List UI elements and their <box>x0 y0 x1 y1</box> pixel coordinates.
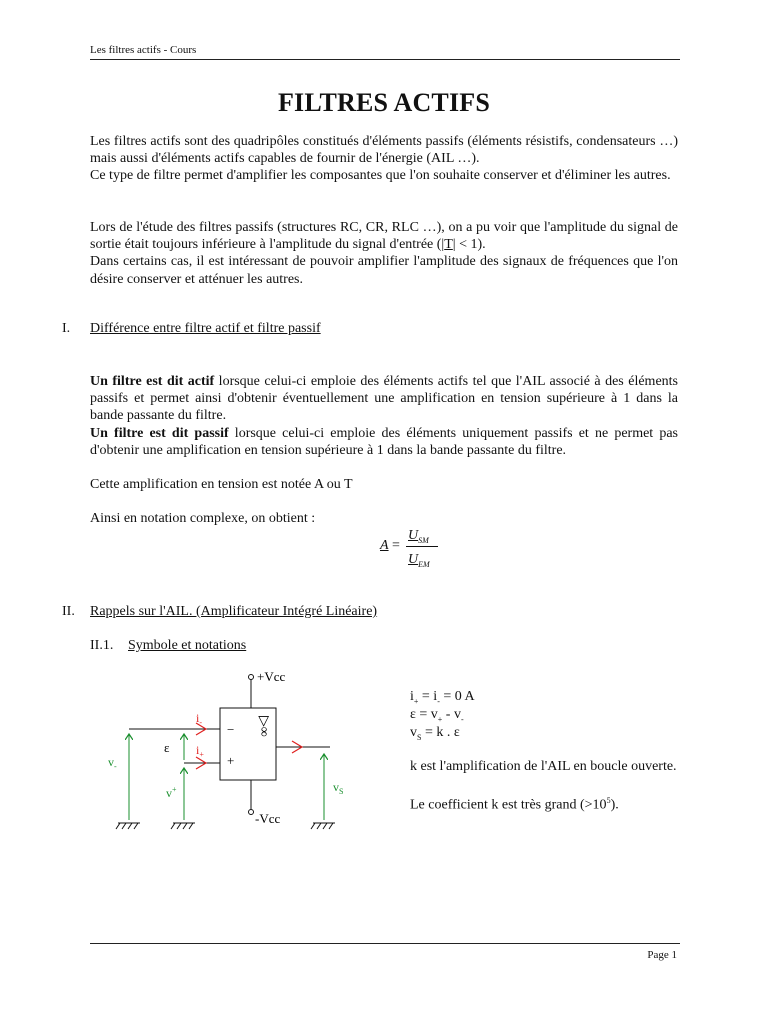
vcc-plus-label: +Vcc <box>257 669 286 684</box>
intro-p1-line1: Les filtres actifs sont des quadripôles constitués d'éléments passifs (éléments résistifs, condensateurs …) mais aussi d'éléments actifs capables de fournir de l'énergie (AIL …). <box>90 134 678 167</box>
v-s-label: $v_S$ <box>333 780 344 796</box>
section-2-number: II. <box>62 604 75 619</box>
section-2-title: Rappels sur l'AIL. (Amplificateur Intégré Linéaire) <box>90 604 378 619</box>
transfer-symbol: T <box>444 237 453 253</box>
actif-term: Un filtre est dit actif <box>90 374 215 389</box>
subsection-2-1-title: Symbole et notations <box>128 638 247 653</box>
intro-p2-before: Lors de l'étude des filtres passifs (structures RC, CR, RLC …), on a pu voir que l'amplitude du signal de sortie était toujours inférieure à l'amplitude du signal d'entrée (| <box>90 220 678 253</box>
passif-term: Un filtre est dit passif <box>90 425 229 441</box>
subsection-2-1-number: II.1. <box>90 638 114 653</box>
formula-eq: = <box>392 538 400 553</box>
section-1-number: I. <box>62 321 71 336</box>
gain-symbol: ▷∞ <box>256 716 271 737</box>
definitions <box>90 373 678 459</box>
intro-p3: Dans certains cas, il est intéressant de pouvoir amplifier l'amplitude des signaux de fréquences que l'on désire conserver et atténuer les autres. <box>90 254 678 287</box>
v-plus-label: v+ <box>166 785 177 800</box>
page-header: Les filtres actifs - Cours <box>90 44 197 56</box>
header-rule <box>90 59 680 60</box>
i-plus-label: $i_+$ <box>196 743 204 759</box>
intro-paragraph-2 <box>90 219 678 288</box>
ground-symbol-middle <box>171 823 195 829</box>
minus-pin-label: − <box>227 722 235 737</box>
formula-denominator: $U_{EM}$ <box>408 552 430 569</box>
v-minus-label: $v_-$ <box>108 755 117 771</box>
relation-vs: $v_S = k$ . ε <box>410 725 460 742</box>
vcc-minus-label: -Vcc <box>255 811 281 826</box>
ground-symbol-left <box>116 823 140 829</box>
footer-rule <box>90 943 680 944</box>
k-explanation: k est l'amplification de l'AIL en boucle ouverte. <box>410 759 677 774</box>
section-1-title: Différence entre filtre actif et filtre passif <box>90 321 321 336</box>
intro-paragraph-1 <box>90 133 678 185</box>
ground-symbol-right <box>311 823 335 829</box>
passif-definition: lorsque celui-ci emploie des éléments uniquement passifs et ne permet pas d'obtenir une amplification en tension supérieure à 1 dans la bande passante du filtre. <box>90 425 678 458</box>
page-number: Page 1 <box>647 949 677 961</box>
op-amp-diagram <box>100 668 360 838</box>
gain-formula <box>380 528 450 572</box>
formula-numerator: $U_{SM}$ <box>408 528 429 545</box>
intro-p2-after: | < 1). <box>452 237 486 253</box>
plus-pin-label: + <box>227 753 235 768</box>
relation-currents: $i_+ = i_- = 0$ A <box>410 689 475 706</box>
page-title: FILTRES ACTIFS <box>277 88 491 117</box>
complex-intro: Ainsi en notation complexe, on obtient : <box>90 511 316 526</box>
fraction-bar <box>406 546 438 547</box>
actif-definition: lorsque celui-ci emploie des éléments actifs tel que l'AIL associé à des éléments passifs et permet ainsi d'obtenir éventuellement une amplification en tension supérieure à 1 dans la bande passante du filtre. <box>90 374 678 424</box>
k-magnitude: Le coefficient k est très grand $(>10^5)$. <box>410 796 619 813</box>
i-minus-label: $i_-$ <box>196 711 203 727</box>
vcc-minus-terminal <box>249 810 254 815</box>
vcc-plus-terminal <box>249 675 254 680</box>
epsilon-label: ε <box>164 740 170 755</box>
amplification-note: Cette amplification en tension est notée A ou T <box>90 477 353 492</box>
relation-epsilon: $\varepsilon = v_+ - v_-$ <box>410 707 464 724</box>
formula-lhs: A <box>380 538 389 553</box>
intro-p1-line2: Ce type de filtre permet d'amplifier les composantes que l'on souhaite conserver et d'éliminer les autres. <box>90 168 671 184</box>
